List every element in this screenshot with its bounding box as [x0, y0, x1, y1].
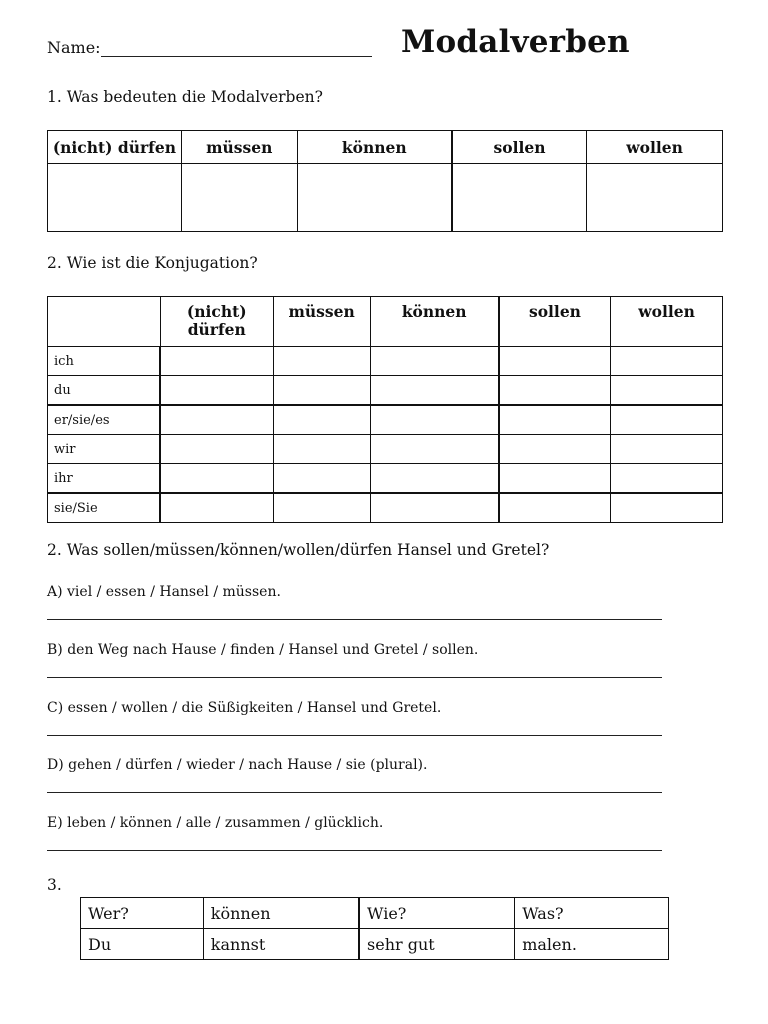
exercise-b: B) den Weg nach Hause / finden / Hansel und Gretel / sollen.: [47, 642, 479, 658]
meaning-header-sollen: sollen: [452, 131, 587, 164]
question-3: 2. Was sollen/müssen/können/wollen/dürfen Hansel und Gretel?: [47, 541, 550, 559]
conj-header-koennen: können: [370, 297, 499, 347]
example-cell: sehr gut: [359, 929, 515, 960]
answer-line-a[interactable]: [47, 619, 662, 620]
conj-cell[interactable]: [273, 376, 370, 406]
example-table: [80, 897, 669, 960]
conj-row-wir: [48, 435, 723, 464]
meaning-cell-duerfen[interactable]: [48, 164, 182, 232]
meaning-table: [47, 130, 723, 232]
question-2: 2. Wie ist die Konjugation?: [47, 254, 258, 272]
example-cell: Wie?: [359, 898, 515, 929]
example-row: [81, 929, 669, 960]
conj-cell[interactable]: [370, 347, 499, 376]
conj-pronoun: du: [48, 376, 161, 406]
example-cell: Was?: [515, 898, 669, 929]
conj-cell[interactable]: [370, 464, 499, 494]
conj-row-du: [48, 376, 723, 406]
conj-cell[interactable]: [499, 435, 611, 464]
conjugation-table: [47, 296, 723, 523]
meaning-cell-sollen[interactable]: [452, 164, 587, 232]
question-number-3: 3.: [47, 876, 62, 894]
conj-cell[interactable]: [160, 376, 273, 406]
answer-line-b[interactable]: [47, 677, 662, 678]
conj-cell[interactable]: [273, 347, 370, 376]
conj-cell[interactable]: [273, 405, 370, 435]
conj-cell[interactable]: [499, 376, 611, 406]
conj-header-wollen: wollen: [611, 297, 723, 347]
conj-cell[interactable]: [160, 347, 273, 376]
conj-cell[interactable]: [611, 464, 723, 494]
conj-cell[interactable]: [611, 376, 723, 406]
conj-pronoun: wir: [48, 435, 161, 464]
conj-cell[interactable]: [611, 347, 723, 376]
answer-line-e[interactable]: [47, 850, 662, 851]
meaning-cell-koennen[interactable]: [297, 164, 452, 232]
conj-cell[interactable]: [611, 405, 723, 435]
meaning-header-duerfen: (nicht) dürfen: [48, 131, 182, 164]
conj-row-ihr: [48, 464, 723, 494]
conj-row-sie-sie: [48, 493, 723, 523]
conj-pronoun: sie/Sie: [48, 493, 161, 523]
meaning-header-wollen: wollen: [587, 131, 723, 164]
meaning-cell-muessen[interactable]: [181, 164, 297, 232]
conj-pronoun: ich: [48, 347, 161, 376]
conj-cell[interactable]: [160, 464, 273, 494]
conjugation-corner-cell: [48, 297, 161, 347]
example-cell: malen.: [515, 929, 669, 960]
exercise-e: E) leben / können / alle / zusammen / glücklich.: [47, 815, 384, 831]
exercise-c: C) essen / wollen / die Süßigkeiten / Hansel und Gretel.: [47, 700, 442, 716]
conj-cell[interactable]: [370, 435, 499, 464]
conj-cell[interactable]: [611, 435, 723, 464]
conj-cell[interactable]: [370, 493, 499, 523]
conj-pronoun: er/sie/es: [48, 405, 161, 435]
conj-cell[interactable]: [499, 464, 611, 494]
meaning-header-muessen: müssen: [181, 131, 297, 164]
example-cell: Du: [81, 929, 204, 960]
conj-cell[interactable]: [499, 405, 611, 435]
conj-row-ich: [48, 347, 723, 376]
conj-cell[interactable]: [499, 493, 611, 523]
conj-cell[interactable]: [499, 347, 611, 376]
conj-cell[interactable]: [273, 435, 370, 464]
conj-cell[interactable]: [611, 493, 723, 523]
answer-line-c[interactable]: [47, 735, 662, 736]
conj-cell[interactable]: [160, 493, 273, 523]
answer-line-d[interactable]: [47, 792, 662, 793]
conj-header-duerfen: (nicht) dürfen: [160, 297, 273, 347]
conjugation-header-row: [48, 297, 723, 347]
conj-cell[interactable]: [273, 493, 370, 523]
example-header-row: [81, 898, 669, 929]
conj-pronoun: ihr: [48, 464, 161, 494]
exercise-d: D) gehen / dürfen / wieder / nach Hause / sie (plural).: [47, 757, 428, 773]
meaning-table-header: [48, 131, 723, 164]
conj-cell[interactable]: [370, 405, 499, 435]
meaning-header-koennen: können: [297, 131, 452, 164]
conj-cell[interactable]: [370, 376, 499, 406]
question-1: 1. Was bedeuten die Modalverben?: [47, 88, 323, 106]
example-cell: Wer?: [81, 898, 204, 929]
conj-cell[interactable]: [160, 405, 273, 435]
page-title: Modalverben: [401, 24, 630, 60]
conj-cell[interactable]: [160, 435, 273, 464]
conj-header-muessen: müssen: [273, 297, 370, 347]
conj-cell[interactable]: [273, 464, 370, 494]
name-input-line[interactable]: [101, 56, 372, 57]
conj-header-sollen: sollen: [499, 297, 611, 347]
conj-row-er-sie-es: [48, 405, 723, 435]
meaning-cell-wollen[interactable]: [587, 164, 723, 232]
name-label: Name:: [47, 38, 101, 57]
example-cell: kannst: [203, 929, 359, 960]
meaning-answer-row: [48, 164, 723, 232]
exercise-a: A) viel / essen / Hansel / müssen.: [47, 584, 281, 600]
example-cell: können: [203, 898, 359, 929]
